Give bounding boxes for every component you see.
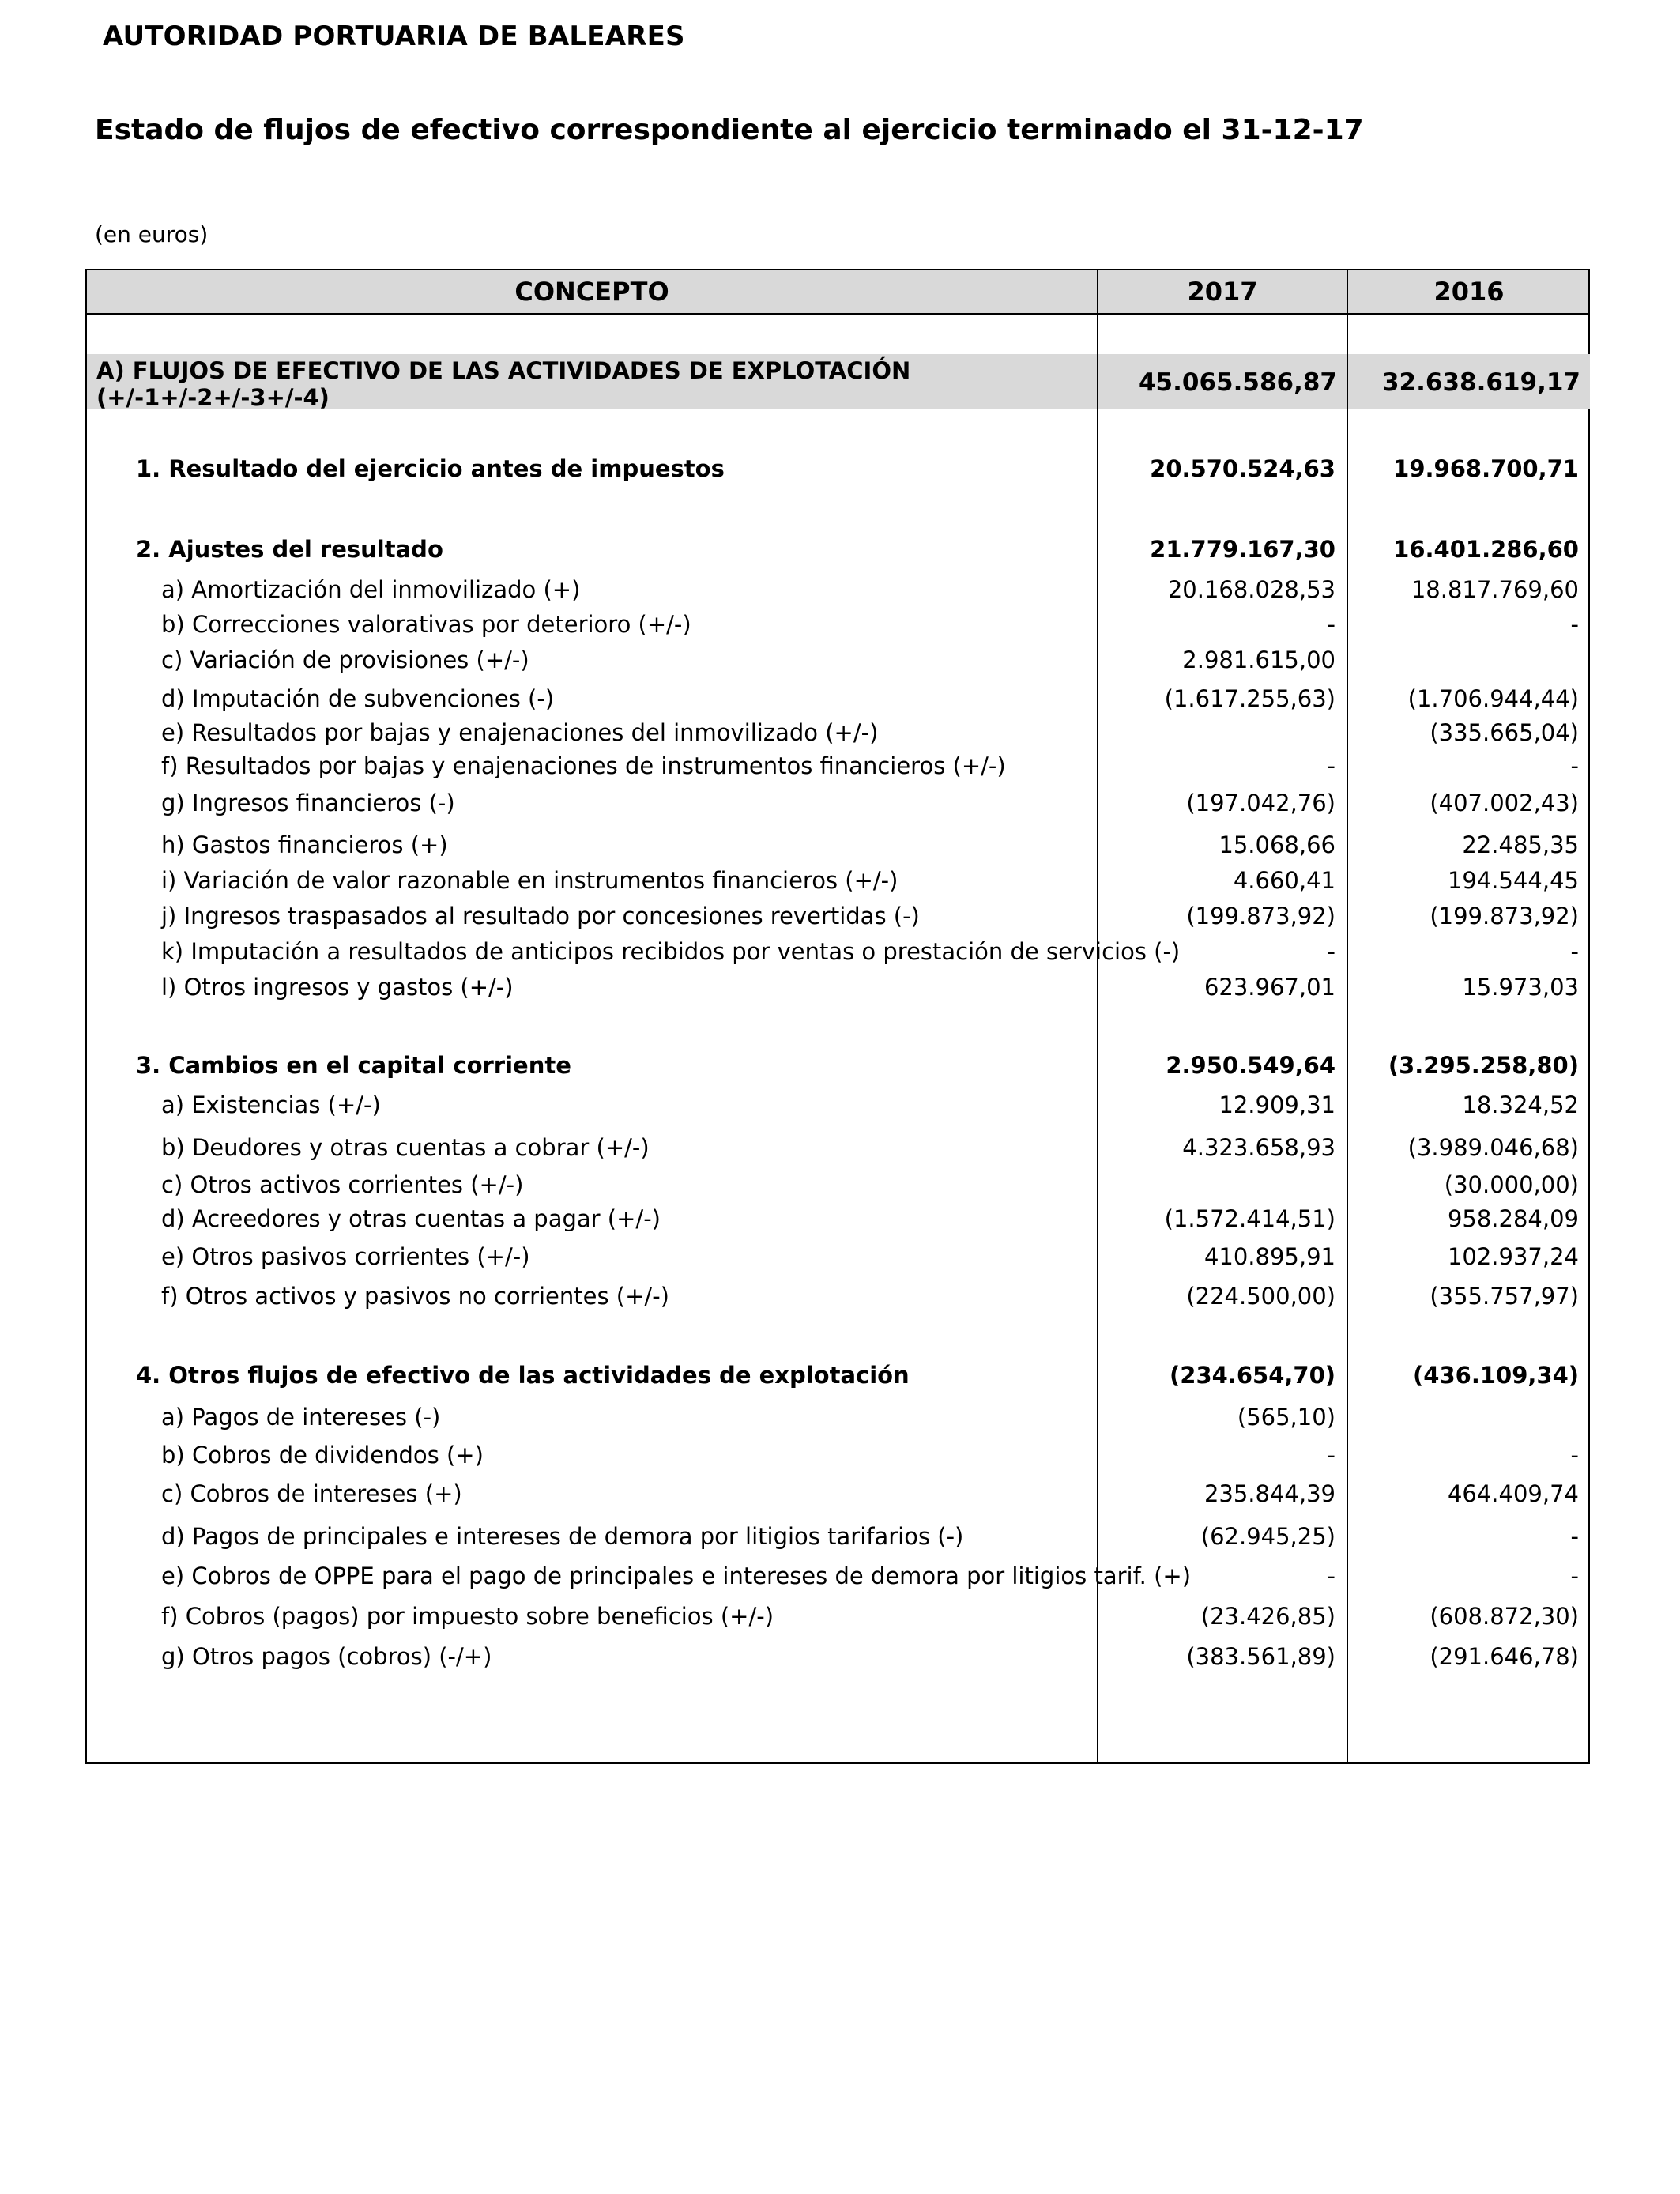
- value-2016: (1.706.944,44): [1407, 685, 1579, 712]
- table-row: [87, 1641, 1588, 1672]
- table-row: [87, 683, 1588, 714]
- column-divider: [1347, 270, 1348, 1762]
- row-label: d) Pagos de principales e intereses de demora por litigios tarifarios (-): [161, 1523, 964, 1550]
- table-row: [87, 1280, 1588, 1312]
- row-label: a) Pagos de intereses (-): [161, 1404, 441, 1431]
- value-2016: 958.284,09: [1447, 1205, 1579, 1232]
- value-2016: -: [1570, 1523, 1579, 1550]
- value-2017: (62.945,25): [1200, 1523, 1335, 1550]
- value-2017: (199.873,92): [1186, 903, 1335, 929]
- value-2016: 102.937,24: [1447, 1243, 1579, 1270]
- row-label: 2. Ajustes del resultado: [136, 536, 443, 563]
- section-a-value-2016: 32.638.619,17: [1381, 368, 1580, 397]
- value-2016: 194.544,45: [1447, 867, 1579, 894]
- row-label: b) Deudores y otras cuentas a cobrar (+/-): [161, 1134, 650, 1161]
- header-2017: 2017: [1187, 277, 1258, 307]
- currency-units: (en euros): [95, 221, 209, 247]
- row-label: f) Otros activos y pasivos no corrientes (+/-): [161, 1283, 669, 1310]
- row-label: 3. Cambios en el capital corriente: [136, 1052, 571, 1079]
- row-label: k) Imputación a resultados de anticipos recibidos por ventas o prestación de servicios (-): [161, 938, 1181, 965]
- value-2016: -: [1570, 752, 1579, 779]
- table-row: [87, 900, 1588, 932]
- row-label: c) Cobros de intereses (+): [161, 1480, 462, 1507]
- table-row: [87, 865, 1588, 896]
- value-2017: (383.561,89): [1186, 1643, 1335, 1670]
- table-row: [87, 1203, 1588, 1235]
- table-row: [87, 1169, 1588, 1201]
- table-row: [87, 787, 1588, 819]
- section-subtotal-row: [87, 1359, 1588, 1391]
- header-2016: 2016: [1433, 277, 1505, 307]
- value-2016: (199.873,92): [1430, 903, 1579, 929]
- value-2017: 4.660,41: [1233, 867, 1335, 894]
- value-2017: -: [1327, 938, 1335, 965]
- value-2016: 18.324,52: [1462, 1091, 1579, 1118]
- row-label: g) Ingresos financieros (-): [161, 790, 455, 816]
- table-row: [87, 1132, 1588, 1163]
- value-2017: -: [1327, 1563, 1335, 1589]
- value-2017: 20.168.028,53: [1167, 576, 1335, 603]
- table-row: [87, 936, 1588, 967]
- value-2016: 464.409,74: [1447, 1480, 1579, 1507]
- document-title: Estado de flujos de efectivo correspondiente al ejercicio terminado el 31-12-17: [95, 114, 1364, 146]
- value-2016: 19.968.700,71: [1393, 455, 1579, 482]
- table-row: [87, 829, 1588, 861]
- value-2017: (1.617.255,63): [1164, 685, 1335, 712]
- column-divider: [1097, 270, 1098, 1762]
- value-2016: 15.973,03: [1462, 974, 1579, 1001]
- value-2017: -: [1327, 1442, 1335, 1468]
- row-label: j) Ingresos traspasados al resultado por concesiones revertidas (-): [161, 903, 920, 929]
- value-2016: (407.002,43): [1430, 790, 1579, 816]
- row-label: b) Correcciones valorativas por deterioro (+/-): [161, 611, 691, 638]
- value-2016: 18.817.769,60: [1411, 576, 1579, 603]
- row-label: e) Resultados por bajas y enajenaciones del inmovilizado (+/-): [161, 719, 879, 746]
- value-2016: (436.109,34): [1413, 1362, 1579, 1389]
- value-2017: 4.323.658,93: [1182, 1134, 1335, 1161]
- value-2016: (30.000,00): [1444, 1171, 1579, 1198]
- section-a-value-2017: 45.065.586,87: [1138, 368, 1337, 397]
- value-2017: -: [1327, 752, 1335, 779]
- row-label: l) Otros ingresos y gastos (+/-): [161, 974, 514, 1001]
- row-label: a) Existencias (+/-): [161, 1091, 381, 1118]
- value-2016: (3.989.046,68): [1407, 1134, 1579, 1161]
- table-row: [87, 574, 1588, 605]
- value-2017: 2.950.549,64: [1166, 1052, 1335, 1079]
- row-label: c) Otros activos corrientes (+/-): [161, 1171, 524, 1198]
- section-a-label: A) FLUJOS DE EFECTIVO DE LAS ACTIVIDADES DE EXPLOTACIÓN (+/-1+/-2+/-3+/-4): [96, 357, 911, 411]
- row-label: g) Otros pagos (cobros) (-/+): [161, 1643, 492, 1670]
- value-2017: -: [1327, 611, 1335, 638]
- row-label: d) Acreedores y otras cuentas a pagar (+/-): [161, 1205, 661, 1232]
- table-row: [87, 644, 1588, 676]
- table-row: [87, 1089, 1588, 1121]
- row-label: e) Cobros de OPPE para el pago de principales e intereses de demora por litigios tarif. (+): [161, 1563, 1192, 1589]
- table-row: [87, 1401, 1588, 1433]
- table-row: [87, 971, 1588, 1003]
- value-2017: 20.570.524,63: [1150, 455, 1335, 482]
- value-2017: (23.426,85): [1200, 1603, 1335, 1630]
- row-label: e) Otros pasivos corrientes (+/-): [161, 1243, 530, 1270]
- table-row: [87, 609, 1588, 640]
- row-label: 1. Resultado del ejercicio antes de impuestos: [136, 455, 725, 482]
- value-2016: -: [1570, 1442, 1579, 1468]
- table-header: [87, 270, 1588, 315]
- value-2016: -: [1570, 938, 1579, 965]
- row-label: f) Cobros (pagos) por impuesto sobre beneficios (+/-): [161, 1603, 774, 1630]
- value-2017: 15.068,66: [1219, 831, 1335, 858]
- header-concepto: CONCEPTO: [514, 277, 669, 307]
- section-subtotal-row: [87, 453, 1588, 484]
- table-row: [87, 750, 1588, 782]
- value-2016: (335.665,04): [1430, 719, 1579, 746]
- value-2017: (197.042,76): [1186, 790, 1335, 816]
- value-2017: (234.654,70): [1170, 1362, 1335, 1389]
- organization-name: AUTORIDAD PORTUARIA DE BALEARES: [103, 21, 685, 52]
- value-2016: -: [1570, 611, 1579, 638]
- row-label: a) Amortización del inmovilizado (+): [161, 576, 581, 603]
- value-2016: (355.757,97): [1430, 1283, 1579, 1310]
- row-label: d) Imputación de subvenciones (-): [161, 685, 555, 712]
- value-2017: 235.844,39: [1203, 1480, 1335, 1507]
- value-2016: 22.485,35: [1462, 831, 1579, 858]
- value-2017: 21.779.167,30: [1150, 536, 1335, 563]
- value-2016: (3.295.258,80): [1388, 1052, 1579, 1079]
- value-2016: -: [1570, 1563, 1579, 1589]
- value-2017: 12.909,31: [1219, 1091, 1335, 1118]
- row-label: c) Variación de provisiones (+/-): [161, 647, 529, 673]
- row-label: h) Gastos financieros (+): [161, 831, 448, 858]
- table-row: [87, 717, 1588, 748]
- value-2017: (1.572.414,51): [1164, 1205, 1335, 1232]
- row-label: f) Resultados por bajas y enajenaciones de instrumentos financieros (+/-): [161, 752, 1006, 779]
- value-2017: 2.981.615,00: [1182, 647, 1335, 673]
- table-row: [87, 1241, 1588, 1272]
- table-row: [87, 1600, 1588, 1632]
- value-2017: 623.967,01: [1203, 974, 1335, 1001]
- table-row: [87, 1478, 1588, 1510]
- table-row: [87, 1439, 1588, 1471]
- value-2016: (291.646,78): [1430, 1643, 1579, 1670]
- value-2017: 410.895,91: [1203, 1243, 1335, 1270]
- value-2016: 16.401.286,60: [1393, 536, 1579, 563]
- table-row: [87, 1560, 1588, 1592]
- value-2016: (608.872,30): [1430, 1603, 1579, 1630]
- table-row: [87, 1521, 1588, 1552]
- row-label: b) Cobros de dividendos (+): [161, 1442, 484, 1468]
- value-2017: (565,10): [1237, 1404, 1335, 1431]
- section-subtotal-row: [87, 1050, 1588, 1081]
- value-2017: (224.500,00): [1186, 1283, 1335, 1310]
- cash-flow-table: [85, 269, 1590, 1764]
- section-subtotal-row: [87, 533, 1588, 565]
- row-label: i) Variación de valor razonable en instrumentos financieros (+/-): [161, 867, 898, 894]
- row-label: 4. Otros flujos de efectivo de las actividades de explotación: [136, 1362, 910, 1389]
